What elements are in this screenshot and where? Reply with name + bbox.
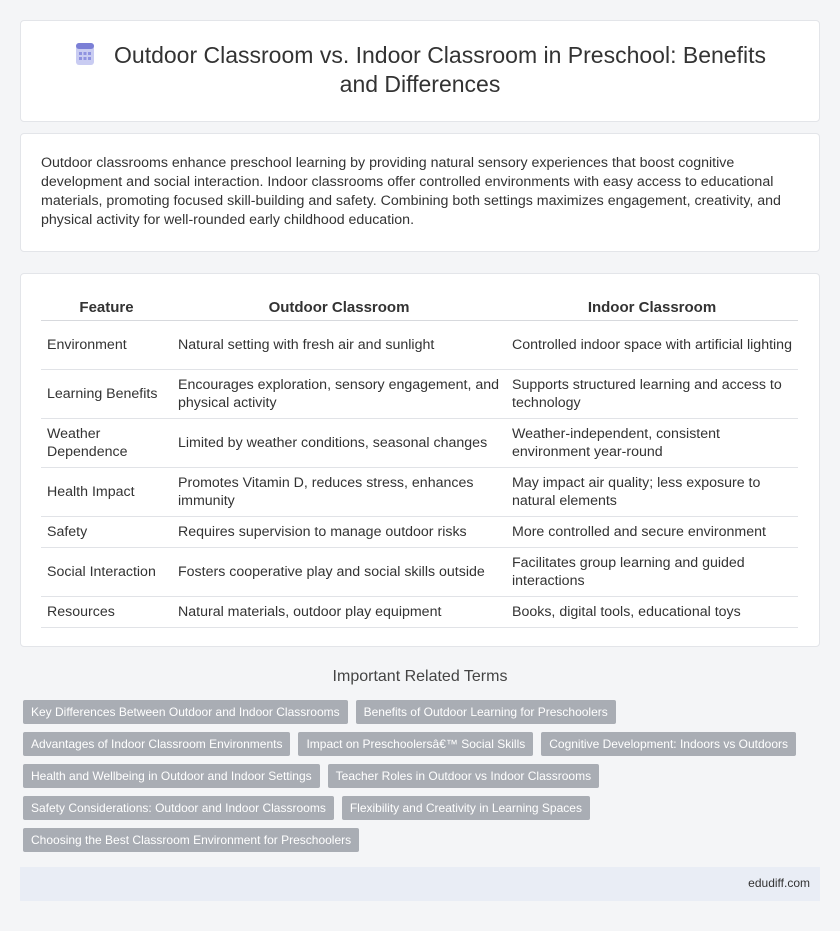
table-row bbox=[41, 418, 798, 467]
page-title: Outdoor Classroom vs. Indoor Classroom in Preschool: Benefits and Differences bbox=[114, 42, 766, 97]
table-cell-indoor: Controlled indoor space with artificial lighting bbox=[506, 320, 798, 369]
table-cell-indoor: Facilitates group learning and guided interactions bbox=[506, 547, 798, 596]
table-row bbox=[41, 320, 798, 369]
title-card bbox=[20, 20, 820, 122]
table-cell-outdoor: Fosters cooperative play and social skills outside bbox=[172, 547, 506, 596]
related-term-link[interactable]: Cognitive Development: Indoors vs Outdoors bbox=[541, 732, 796, 756]
related-term-link[interactable]: Advantages of Indoor Classroom Environments bbox=[23, 732, 290, 756]
related-terms-heading: Important Related Terms bbox=[332, 668, 508, 685]
header-feature: Feature bbox=[41, 296, 172, 320]
related-term-link[interactable]: Benefits of Outdoor Learning for Preschoolers bbox=[356, 700, 616, 724]
related-term-link[interactable]: Teacher Roles in Outdoor vs Indoor Classrooms bbox=[328, 764, 599, 788]
table-cell-indoor: May impact air quality; less exposure to natural elements bbox=[506, 467, 798, 516]
footer-site-name[interactable]: edudiff.com bbox=[748, 876, 810, 890]
table-row bbox=[41, 369, 798, 418]
page-title-wrap bbox=[21, 41, 819, 99]
comparison-table bbox=[41, 296, 798, 628]
table-cell-indoor: More controlled and secure environment bbox=[506, 516, 798, 547]
related-term-link[interactable]: Key Differences Between Outdoor and Indoor Classrooms bbox=[23, 700, 348, 724]
footer bbox=[20, 867, 820, 901]
table-cell-indoor: Weather-independent, consistent environment year-round bbox=[506, 418, 798, 467]
table-cell-outdoor: Encourages exploration, sensory engagement, and physical activity bbox=[172, 369, 506, 418]
table-cell-outdoor: Limited by weather conditions, seasonal changes bbox=[172, 418, 506, 467]
table-cell-outdoor: Natural materials, outdoor play equipment bbox=[172, 596, 506, 627]
intro-paragraph: Outdoor classrooms enhance preschool learning by providing natural sensory experiences that boost cognitive development and social interaction. Indoor classrooms offer controlled environments with easy access to educational materials, promoting focused skill-building and safety. Combining both settings maximizes engagement, creativity, and physical activity for well-rounded early childhood education. bbox=[41, 155, 781, 228]
related-term-link[interactable]: Health and Wellbeing in Outdoor and Indoor Settings bbox=[23, 764, 320, 788]
table-cell-feature: Environment bbox=[41, 320, 172, 369]
related-term-link[interactable]: Safety Considerations: Outdoor and Indoor Classrooms bbox=[23, 796, 334, 820]
table-cell-feature: Weather Dependence bbox=[41, 418, 172, 467]
header-indoor: Indoor Classroom bbox=[506, 296, 798, 320]
table-cell-feature: Health Impact bbox=[41, 467, 172, 516]
related-term-link[interactable]: Impact on Preschoolersâ€™ Social Skills bbox=[298, 732, 533, 756]
table-row bbox=[41, 547, 798, 596]
table-row bbox=[41, 467, 798, 516]
table-cell-feature: Social Interaction bbox=[41, 547, 172, 596]
table-cell-indoor: Books, digital tools, educational toys bbox=[506, 596, 798, 627]
table-header-row bbox=[41, 296, 798, 320]
table-cell-indoor: Supports structured learning and access to technology bbox=[506, 369, 798, 418]
table-cell-outdoor: Requires supervision to manage outdoor risks bbox=[172, 516, 506, 547]
table-cell-outdoor: Natural setting with fresh air and sunlight bbox=[172, 320, 506, 369]
header-outdoor: Outdoor Classroom bbox=[172, 296, 506, 320]
related-term-link[interactable]: Flexibility and Creativity in Learning Spaces bbox=[342, 796, 590, 820]
table-cell-feature: Safety bbox=[41, 516, 172, 547]
table-row bbox=[41, 596, 798, 627]
table-cell-feature: Learning Benefits bbox=[41, 369, 172, 418]
document-icon bbox=[74, 42, 96, 66]
intro-card bbox=[20, 133, 820, 252]
table-cell-feature: Resources bbox=[41, 596, 172, 627]
related-terms-list bbox=[23, 700, 803, 860]
related-term-link[interactable]: Choosing the Best Classroom Environment for Preschoolers bbox=[23, 828, 359, 852]
comparison-table-card bbox=[20, 273, 820, 647]
table-cell-outdoor: Promotes Vitamin D, reduces stress, enhances immunity bbox=[172, 467, 506, 516]
table-row bbox=[41, 516, 798, 547]
